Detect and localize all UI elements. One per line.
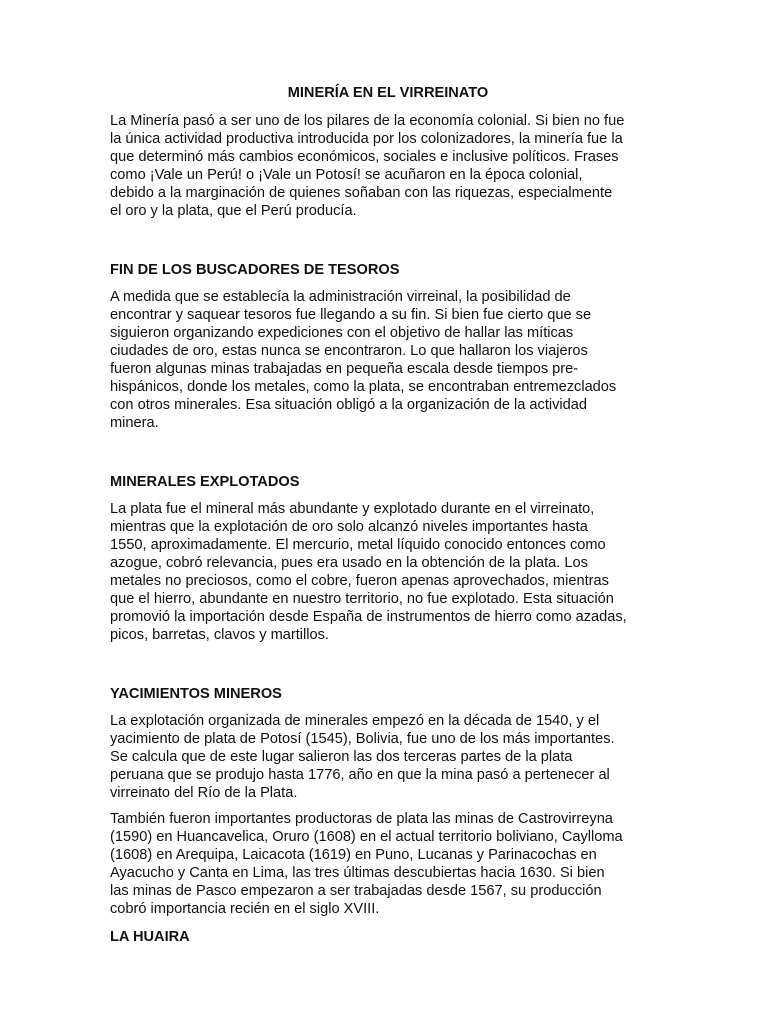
section-heading: YACIMIENTOS MINEROS [110, 686, 282, 702]
document-page [110, 84, 666, 955]
document-title: MINERÍA EN EL VIRREINATO [287, 85, 489, 101]
section-fin-buscadores [110, 261, 666, 432]
section-paragraph: A medida que se establecía la administración virreinal, la posibilidad de encontrar y saquear tesoros fue llegando a su fin. Si bien fue cierto que se siguieron organizando expediciones con el objetivo de hallar las míticas ciudades de oro, estas nunca se encontraron. Lo que hallaron los viajeros fueron algunas minas trabajadas en pequeña escala desde tiempos pre- hispánicos, donde los metales, como la plata, se encontraban entremezclados con otros minerales. Esa situación obligó a la organización de la actividad minera. [110, 289, 617, 431]
section-heading: LA HUAIRA [110, 929, 190, 945]
section-heading: MINERALES EXPLOTADOS [110, 474, 300, 490]
intro-paragraph: La Minería pasó a ser uno de los pilares de la economía colonial. Si bien no fue la única actividad productiva introducida por los colonizadores, la minería fue la que determinó más cambios económicos, sociales e inclusive políticos. Frases como ¡Vale un Perú! o ¡Vale un Potosí! se acuñaron en la época colonial, debido a la marginación de quienes soñaban con las riquezas, especialmente el oro y la plata, que el Perú producía. [110, 113, 625, 219]
section-yacimientos-mineros [110, 685, 666, 918]
section-paragraph: La plata fue el mineral más abundante y explotado durante en el virreinato, mientras que la explotación de oro solo alcanzó niveles importantes hasta 1550, aproximadamente. El mercurio, metal líquido conocido entonces como azogue, cobró relevancia, pues era usado en la obtención de la plata. Los metales no preciosos, como el cobre, fueron apenas aprovechados, mientras que el hierro, abundante en nuestro territorio, no fue explotado. Esta situación promovió la importación desde España de instrumentos de hierro como azadas, picos, barretas, clavos y martillos. [110, 501, 627, 643]
section-paragraph: La explotación organizada de minerales empezó en la década de 1540, y el yacimiento de plata de Potosí (1545), Bolivia, fue uno de los más importantes. Se calcula que de este lugar salieron las dos terceras partes de la plata peruana que se produjo hasta 1776, año en que la mina pasó a pertenecer al virreinato del Río de la Plata. [110, 713, 615, 801]
section-heading: FIN DE LOS BUSCADORES DE TESOROS [110, 262, 400, 278]
section-paragraph: También fueron importantes productoras de plata las minas de Castrovirreyna (1590) en Huancavelica, Oruro (1608) en el actual territorio boliviano, Caylloma (1608) en Arequipa, Laicacota (1619) en Puno, Lucanas y Parinacochas en Ayacucho y Canta en Lima, las tres últimas descubiertas hacia 1630. Si bien las minas de Pasco empezaron a ser trabajadas desde 1567, su producción cobró importancia recién en el siglo XVIII. [110, 811, 623, 917]
section-la-huaira [110, 928, 666, 946]
section-minerales-explotados [110, 473, 666, 644]
